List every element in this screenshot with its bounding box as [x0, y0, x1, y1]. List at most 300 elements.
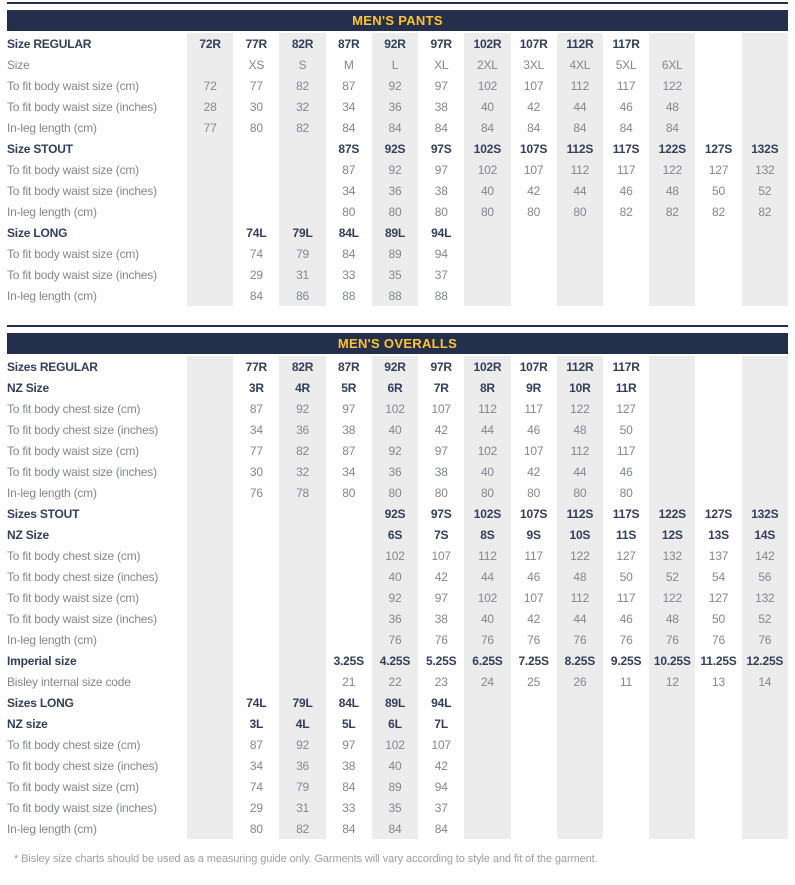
size-cell: [695, 419, 741, 440]
size-cell: 26: [557, 671, 603, 692]
size-cell: 137: [708, 548, 729, 563]
size-cell: 44: [557, 96, 603, 117]
size-cell: [187, 180, 233, 201]
size-cell: 38: [342, 758, 356, 773]
row-label: To fit body waist size (inches): [7, 183, 157, 198]
size-cell: [649, 440, 695, 461]
size-cell: 117: [616, 162, 636, 177]
size-cell: 84: [342, 821, 356, 836]
size-cell: 42: [527, 464, 541, 479]
size-cell: 76: [619, 632, 633, 647]
size-cell: 94L: [431, 225, 452, 240]
table-row: [7, 818, 788, 839]
size-cell: 48: [557, 566, 603, 587]
size-cell: 97: [434, 162, 448, 177]
size-cell: [695, 377, 741, 398]
size-cell: 97: [434, 78, 448, 93]
size-cell: [742, 377, 788, 398]
table-row: [7, 285, 788, 306]
size-cell: 107: [523, 443, 544, 458]
size-cell: [603, 734, 649, 755]
size-cell: 107S: [520, 141, 548, 156]
size-cell: [279, 671, 325, 692]
size-cell: 84: [434, 821, 448, 836]
size-cell: 37: [434, 267, 448, 282]
size-cell: 32: [279, 461, 325, 482]
table-row: [7, 440, 788, 461]
size-cell: 132S: [742, 503, 788, 524]
size-cell: [233, 629, 279, 650]
size-cell: 76: [649, 629, 695, 650]
size-cell: 38: [434, 464, 448, 479]
size-cell: 12: [649, 671, 695, 692]
size-cell: [557, 797, 603, 818]
table-row: [7, 608, 788, 629]
size-cell: 21: [342, 674, 356, 689]
size-cell: 92: [372, 587, 418, 608]
size-cell: 102S: [464, 503, 510, 524]
size-cell: [695, 117, 741, 138]
size-cell: [649, 713, 695, 734]
size-cell: 6S: [372, 524, 418, 545]
table-row: [7, 566, 788, 587]
row-label: Size LONG: [7, 225, 68, 240]
size-cell: [326, 503, 372, 524]
size-cell: [511, 264, 557, 285]
row-label: NZ Size: [7, 380, 49, 395]
size-cell: 42: [527, 611, 541, 626]
size-cell: 50: [712, 183, 725, 198]
size-cell: [464, 797, 510, 818]
size-cell: 77: [249, 443, 263, 458]
size-cell: 122: [649, 159, 695, 180]
size-cell: [326, 629, 372, 650]
size-cell: 7.25S: [518, 653, 549, 668]
size-cell: [233, 545, 279, 566]
size-cell: 80: [619, 485, 633, 500]
size-cell: 89L: [372, 692, 418, 713]
size-cell: 117S: [612, 141, 640, 156]
size-cell: [649, 776, 695, 797]
size-cell: [649, 33, 695, 54]
size-cell: 132: [742, 587, 788, 608]
size-cell: 34: [249, 422, 263, 437]
size-cell: 40: [464, 608, 510, 629]
size-cell: [603, 285, 649, 306]
size-cell: 97R: [430, 36, 452, 51]
row-label: In-leg length (cm): [7, 821, 97, 836]
size-cell: [511, 285, 557, 306]
size-cell: 112: [464, 545, 510, 566]
size-cell: 31: [279, 264, 325, 285]
size-cell: 10.25S: [649, 650, 695, 671]
size-cell: [742, 755, 788, 776]
table-row: [7, 629, 788, 650]
size-cell: 107: [431, 548, 451, 563]
pants-table-title-bar: MEN'S PANTS: [7, 10, 788, 31]
size-cell: 97S: [430, 506, 452, 521]
size-cell: 80: [464, 482, 510, 503]
size-cell: [187, 755, 233, 776]
size-cell: 102: [372, 545, 418, 566]
size-cell: [649, 692, 695, 713]
size-cell: [187, 54, 233, 75]
size-cell: 6R: [372, 377, 418, 398]
size-cell: [279, 159, 325, 180]
size-cell: 3L: [249, 716, 264, 731]
size-cell: [742, 398, 788, 419]
size-cell: [649, 461, 695, 482]
table-row: [7, 797, 788, 818]
size-cell: 4.25S: [372, 650, 418, 671]
row-label: To fit body waist size (cm): [7, 162, 139, 177]
size-cell: [187, 356, 233, 377]
size-cell: [742, 33, 788, 54]
size-cell: 48: [649, 96, 695, 117]
row-label: To fit body chest size (inches): [7, 758, 159, 773]
size-cell: 79: [279, 243, 325, 264]
size-cell: [326, 608, 372, 629]
size-cell: [187, 377, 233, 398]
size-cell: [187, 734, 233, 755]
size-cell: 38: [434, 99, 448, 114]
size-cell: [279, 545, 325, 566]
size-cell: [603, 776, 649, 797]
size-cell: 82R: [279, 356, 325, 377]
size-cell: 80: [527, 485, 541, 500]
size-cell: [233, 138, 279, 159]
table-row: [7, 222, 788, 243]
size-cell: 84: [557, 117, 603, 138]
size-cell: 3XL: [523, 57, 545, 72]
size-cell: 12.25S: [742, 650, 788, 671]
size-cell: [695, 692, 741, 713]
size-cell: [695, 33, 741, 54]
size-cell: 94: [434, 779, 448, 794]
size-cell: [695, 264, 741, 285]
size-cell: 80: [372, 482, 418, 503]
size-cell: 54: [712, 569, 725, 584]
size-cell: 84L: [338, 695, 359, 710]
size-cell: 92: [372, 440, 418, 461]
size-cell: [557, 285, 603, 306]
size-cell: 40: [464, 96, 510, 117]
size-cell: 10R: [557, 377, 603, 398]
size-cell: XL: [434, 57, 449, 72]
size-cell: [511, 818, 557, 839]
row-label: Sizes STOUT: [7, 506, 80, 521]
size-cell: [511, 797, 557, 818]
size-cell: [742, 264, 788, 285]
size-cell: 35: [372, 264, 418, 285]
size-cell: [742, 222, 788, 243]
size-cell: 7L: [434, 716, 448, 731]
table-row: [7, 96, 788, 117]
size-cell: 8S: [464, 524, 510, 545]
size-cell: 80: [372, 201, 418, 222]
size-cell: [695, 818, 741, 839]
row-label: In-leg length (cm): [7, 632, 97, 647]
size-cell: 22: [372, 671, 418, 692]
size-cell: [649, 755, 695, 776]
size-cell: 42: [434, 758, 448, 773]
size-cell: 74: [249, 779, 263, 794]
size-cell: 112S: [557, 138, 603, 159]
size-cell: [695, 755, 741, 776]
size-cell: 102: [464, 440, 510, 461]
size-cell: 80: [342, 204, 356, 219]
size-cell: 107S: [520, 506, 548, 521]
top-divider-line: [7, 2, 788, 4]
size-cell: [233, 159, 279, 180]
size-cell: 102: [464, 75, 510, 96]
size-cell: 107: [523, 162, 544, 177]
table-row: [7, 356, 788, 377]
size-cell: 92: [279, 398, 325, 419]
size-cell: 117: [524, 401, 543, 416]
size-cell: [187, 566, 233, 587]
size-cell: 127: [616, 401, 636, 416]
size-cell: 8.25S: [557, 650, 603, 671]
size-cell: [279, 503, 325, 524]
size-cell: 89: [372, 776, 418, 797]
size-cell: 76: [557, 629, 603, 650]
size-cell: 127: [708, 162, 729, 177]
size-cell: [557, 222, 603, 243]
size-cell: [279, 138, 325, 159]
size-cell: [187, 776, 233, 797]
size-cell: 112: [557, 587, 603, 608]
size-cell: 122: [557, 545, 603, 566]
table-row: [7, 201, 788, 222]
table-row: [7, 482, 788, 503]
size-cell: [742, 818, 788, 839]
size-cell: [187, 419, 233, 440]
size-cell: 30: [249, 99, 263, 114]
size-cell: 87R: [338, 359, 360, 374]
size-cell: [695, 461, 741, 482]
size-cell: 34: [249, 758, 263, 773]
table-row: [7, 713, 788, 734]
size-cell: 92: [372, 75, 418, 96]
row-label: To fit body waist size (cm): [7, 246, 139, 261]
size-cell: 142: [742, 545, 788, 566]
row-label: To fit body waist size (cm): [7, 779, 139, 794]
size-cell: 84: [342, 779, 356, 794]
size-cell: 84: [372, 818, 418, 839]
size-cell: 80: [557, 482, 603, 503]
size-cell: 34: [342, 99, 356, 114]
size-cell: [464, 713, 510, 734]
size-cell: 132S: [742, 138, 788, 159]
size-cell: 122S: [649, 138, 695, 159]
size-cell: 117: [616, 590, 636, 605]
size-cell: 97: [434, 443, 448, 458]
size-cell: [511, 692, 557, 713]
table-row: [7, 180, 788, 201]
size-cell: [187, 608, 233, 629]
size-cell: [695, 797, 741, 818]
size-cell: 5.25S: [426, 653, 457, 668]
size-cell: 80: [557, 201, 603, 222]
table-row: [7, 587, 788, 608]
size-cell: 92R: [372, 33, 418, 54]
size-cell: [649, 377, 695, 398]
size-cell: [742, 243, 788, 264]
size-cell: 8R: [464, 377, 510, 398]
size-cell: [187, 243, 233, 264]
row-label: Size REGULAR: [7, 36, 92, 51]
size-cell: 82: [279, 440, 325, 461]
size-cell: [557, 713, 603, 734]
size-cell: 82: [712, 204, 725, 219]
pants-size-chart-table: [7, 33, 788, 306]
size-cell: 11S: [616, 527, 637, 542]
size-cell: [187, 545, 233, 566]
size-cell: [742, 713, 788, 734]
size-cell: 87: [342, 443, 356, 458]
row-label: NZ size: [7, 716, 48, 731]
size-cell: 42: [434, 422, 448, 437]
size-cell: 112R: [557, 33, 603, 54]
size-cell: 42: [527, 99, 541, 114]
size-cell: 5R: [341, 380, 357, 395]
size-cell: 38: [342, 422, 356, 437]
size-cell: 25: [527, 674, 541, 689]
size-cell: 77R: [245, 36, 268, 51]
size-cell: 33: [342, 267, 356, 282]
size-cell: [557, 243, 603, 264]
size-cell: 40: [372, 419, 418, 440]
table-row: [7, 545, 788, 566]
size-cell: 76: [434, 632, 448, 647]
size-cell: [742, 356, 788, 377]
size-cell: [187, 692, 233, 713]
size-cell: 87: [249, 737, 263, 752]
size-cell: 50: [619, 422, 633, 437]
size-cell: 40: [372, 566, 418, 587]
size-cell: [742, 75, 788, 96]
size-cell: 82: [279, 818, 325, 839]
size-cell: 44: [464, 566, 510, 587]
size-cell: 50: [619, 569, 633, 584]
size-cell: [187, 797, 233, 818]
size-cell: 38: [434, 611, 448, 626]
row-label: To fit body waist size (inches): [7, 464, 157, 479]
size-cell: [695, 713, 741, 734]
size-cell: [279, 566, 325, 587]
size-cell: [742, 797, 788, 818]
size-cell: [464, 692, 510, 713]
size-cell: 87: [342, 162, 356, 177]
size-cell: 23: [434, 674, 448, 689]
size-cell: 82: [649, 201, 695, 222]
size-cell: [649, 419, 695, 440]
size-cell: [511, 755, 557, 776]
size-cell: [187, 461, 233, 482]
size-cell: [464, 285, 510, 306]
size-cell: 46: [619, 464, 633, 479]
table-row: [7, 503, 788, 524]
size-cell: [695, 398, 741, 419]
size-cell: [326, 587, 372, 608]
size-cell: [603, 243, 649, 264]
size-cell: 46: [619, 99, 633, 114]
top-divider-line: [7, 325, 788, 327]
size-cell: [695, 285, 741, 306]
size-cell: 88: [372, 285, 418, 306]
size-cell: 77: [249, 78, 263, 93]
size-cell: 44: [557, 180, 603, 201]
size-cell: [511, 713, 557, 734]
row-label: Size: [7, 57, 30, 72]
size-cell: 14: [742, 671, 788, 692]
row-label: To fit body chest size (inches): [7, 569, 159, 584]
size-cell: [695, 54, 741, 75]
size-cell: 5XL: [615, 57, 637, 72]
size-cell: [742, 461, 788, 482]
table-row: [7, 159, 788, 180]
size-cell: [279, 180, 325, 201]
size-cell: [187, 138, 233, 159]
size-cell: [464, 222, 510, 243]
size-cell: [464, 243, 510, 264]
size-cell: 34: [342, 183, 356, 198]
size-cell: 36: [372, 180, 418, 201]
size-cell: 107R: [519, 36, 548, 51]
size-cell: 9R: [526, 380, 542, 395]
size-cell: 42: [434, 569, 448, 584]
size-cell: [742, 440, 788, 461]
size-cell: 10S: [557, 524, 603, 545]
size-cell: 4R: [279, 377, 325, 398]
size-cell: [233, 201, 279, 222]
table-row: [7, 377, 788, 398]
size-cell: 82: [279, 75, 325, 96]
size-cell: [511, 776, 557, 797]
size-cell: 74L: [246, 695, 267, 710]
size-cell: M: [343, 57, 354, 72]
size-cell: 80: [434, 485, 448, 500]
size-cell: [279, 608, 325, 629]
size-cell: 117S: [612, 506, 640, 521]
size-cell: 24: [464, 671, 510, 692]
size-cell: [742, 285, 788, 306]
size-cell: [649, 398, 695, 419]
size-cell: 87: [249, 401, 263, 416]
row-label: To fit body waist size (cm): [7, 443, 139, 458]
size-cell: 84: [649, 117, 695, 138]
size-cell: 84: [372, 117, 418, 138]
row-label: NZ Size: [7, 527, 49, 542]
size-cell: [187, 222, 233, 243]
row-label: Size STOUT: [7, 141, 73, 156]
size-cell: 46: [527, 569, 541, 584]
size-cell: [233, 587, 279, 608]
size-cell: [603, 755, 649, 776]
size-cell: 32: [279, 96, 325, 117]
size-cell: 28: [187, 96, 233, 117]
size-cell: 82: [742, 201, 788, 222]
size-cell: [742, 734, 788, 755]
size-cell: 92S: [372, 138, 418, 159]
size-cell: [742, 482, 788, 503]
size-cell: [603, 692, 649, 713]
size-cell: 12S: [649, 524, 695, 545]
size-cell: [649, 734, 695, 755]
size-cell: [187, 671, 233, 692]
size-cell: 6L: [372, 713, 418, 734]
